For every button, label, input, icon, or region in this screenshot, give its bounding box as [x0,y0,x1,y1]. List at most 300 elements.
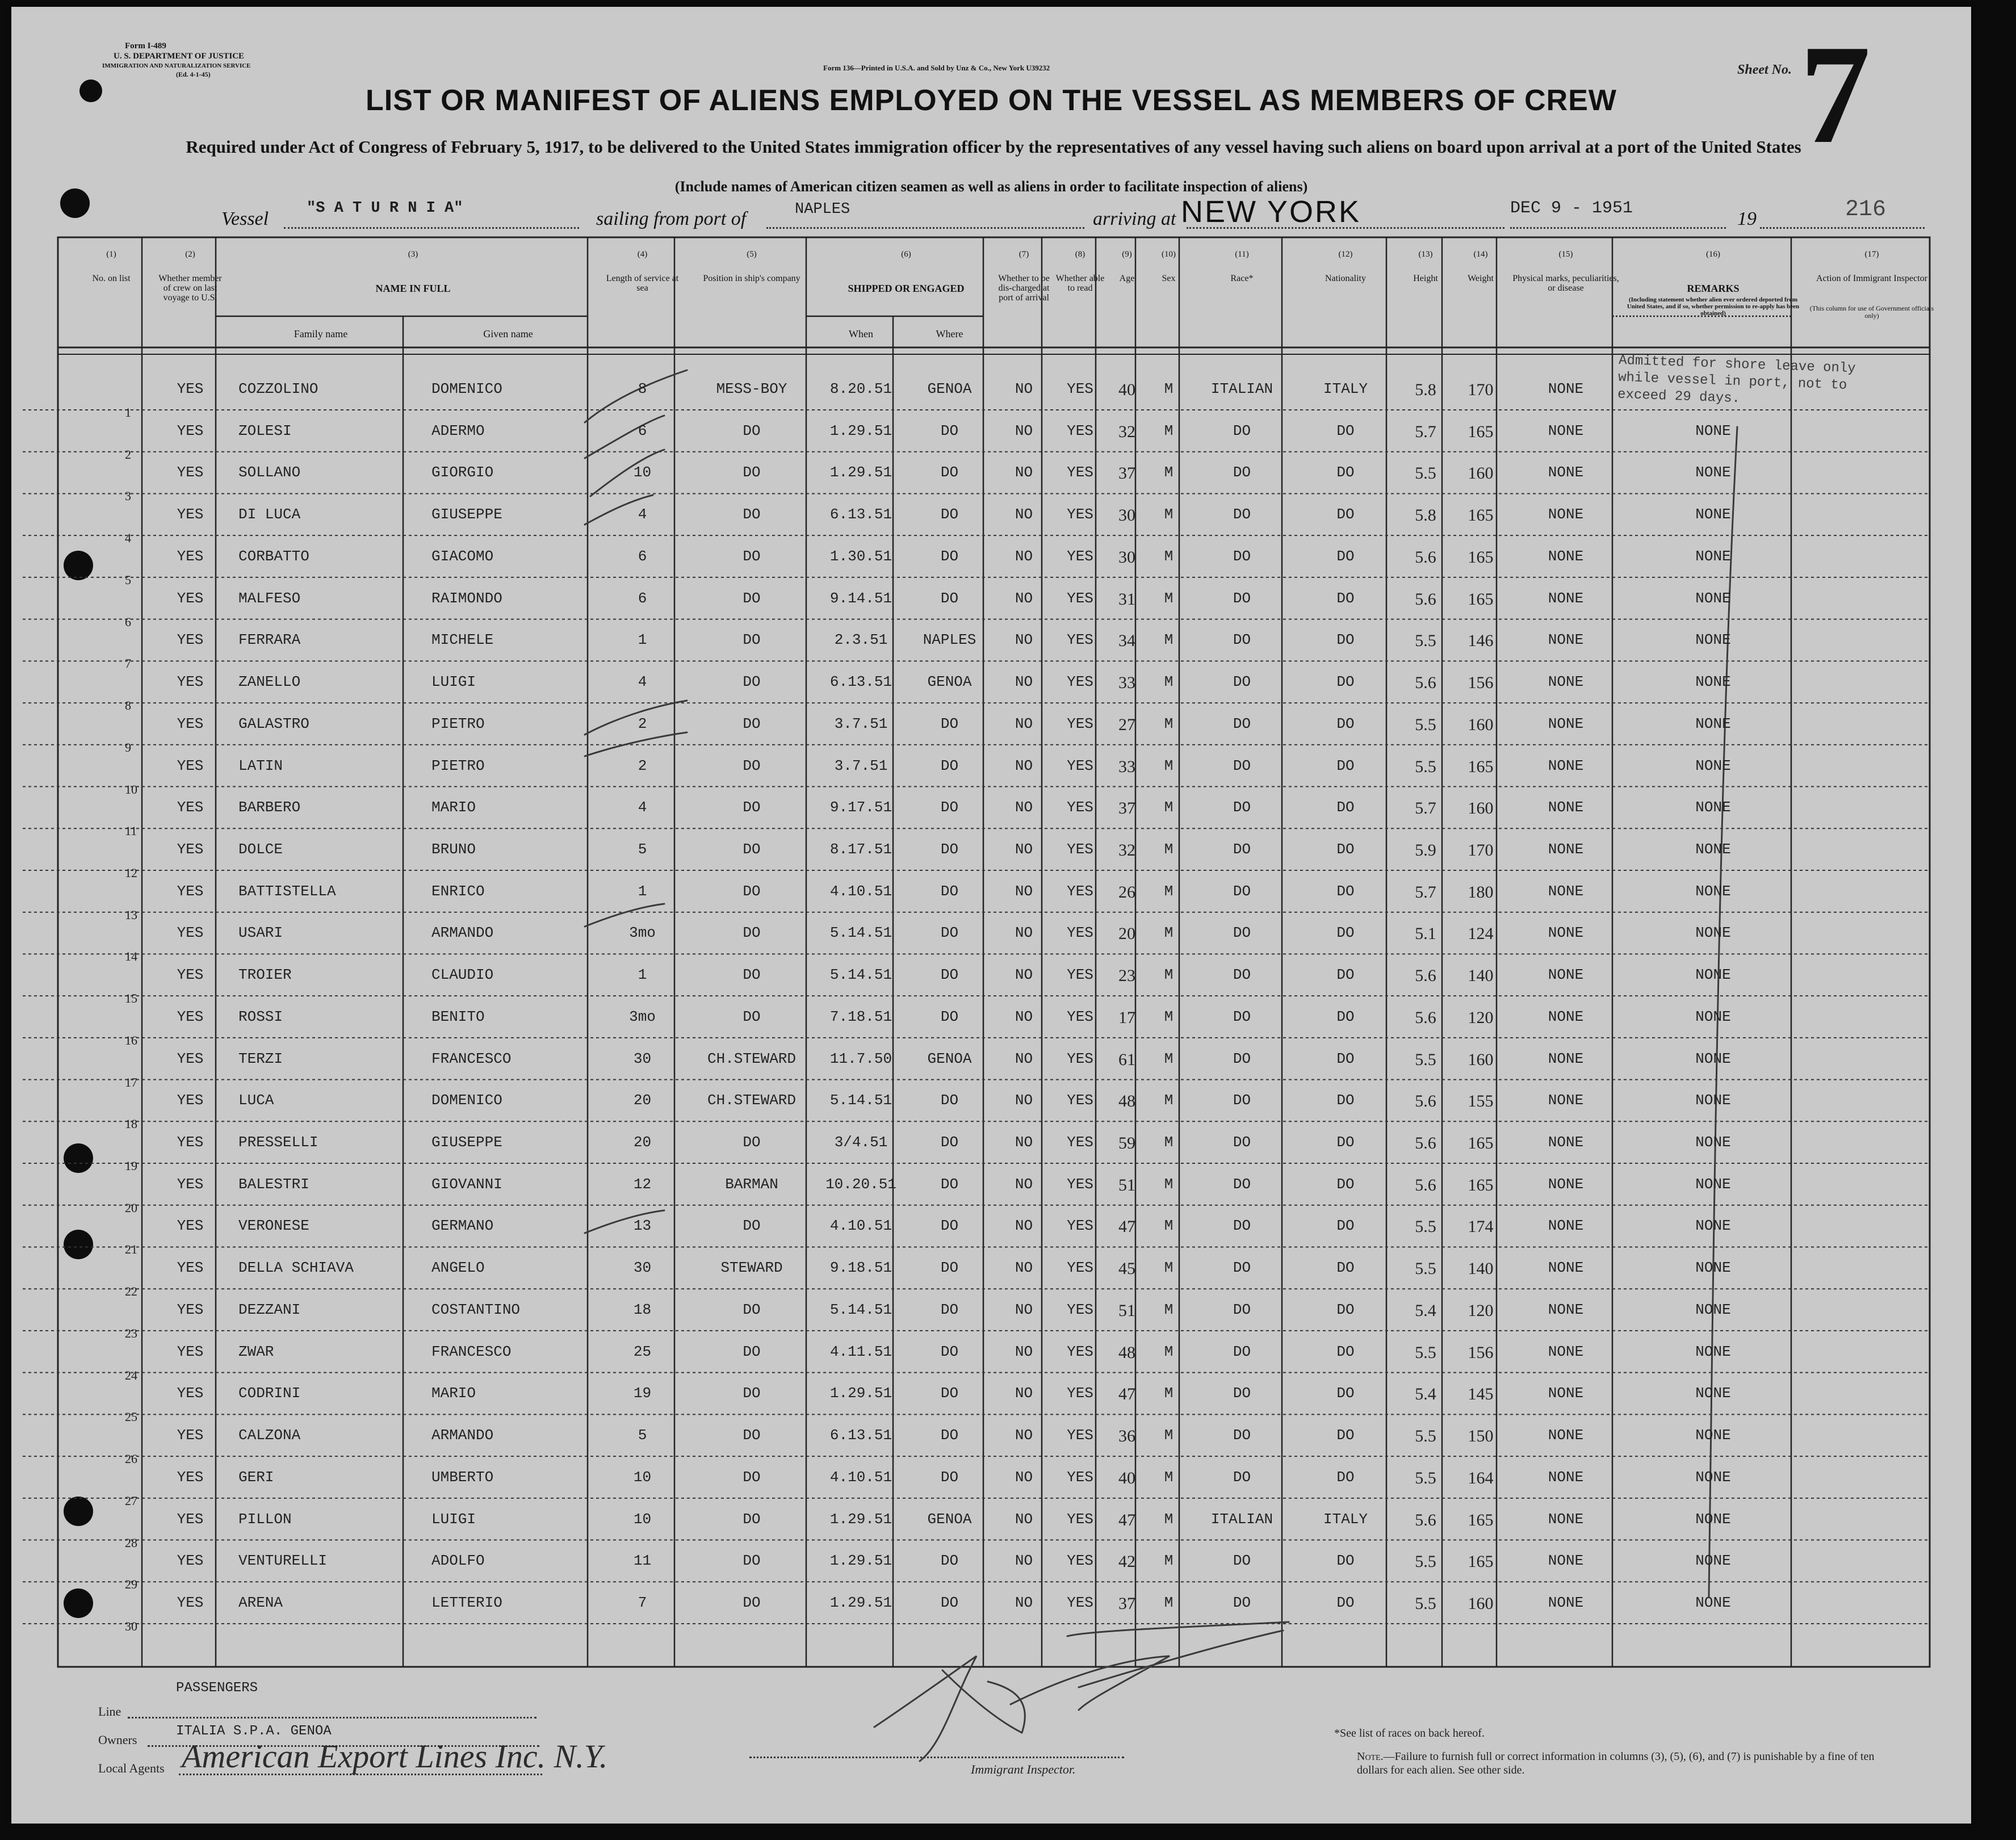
cell-service: 5 [638,840,647,858]
cell-weight: 160 [1468,1050,1494,1069]
cell-service: 1 [638,882,647,900]
include-note: (Include names of American citizen seamen as well as aliens in order to facilitate inspection of aliens) [674,178,1308,195]
column-header: Age [1119,274,1135,283]
column-number: (2) [185,250,195,259]
cell-weight: 170 [1468,840,1494,860]
cell-position: DO [743,506,761,523]
cell-age: 47 [1118,1510,1135,1529]
cell-age: 59 [1118,1134,1135,1153]
cell-given: GIUSEPPE [431,506,502,523]
cell-nationality: DO [1336,589,1355,607]
cell-discharged: NO [1015,547,1033,565]
note-label: Note. [1357,1750,1384,1763]
cell-read: YES [1067,799,1093,816]
given-name-header: Given name [483,328,533,340]
cell-where: GENOA [927,673,972,691]
cell-given: ARMANDO [431,1427,494,1444]
cell-marks: NONE [1548,589,1584,607]
cell-marks: NONE [1548,757,1584,774]
cell-read: YES [1067,1134,1093,1151]
cell-age: 36 [1118,1427,1135,1446]
cell-race: DO [1233,882,1251,900]
cell-service: 12 [633,1175,652,1193]
cell-weight: 120 [1468,1008,1494,1027]
cell-family: ZOLESI [238,422,292,439]
cell-given: GIACOMO [431,547,494,565]
cell-family: ROSSI [238,1008,283,1025]
row-number: 12 [125,865,137,880]
cell-weight: 165 [1468,547,1494,567]
remarks-note: (Including statement whether alien ever ordered deported from United States, and if so, whether permission to re-apply has been obtained) [1627,296,1800,317]
cell-remarks: NONE [1695,1259,1731,1277]
cell-discharged: NO [1015,589,1033,607]
cell-age: 51 [1118,1175,1135,1194]
row-number: 8 [125,698,131,713]
row-number: 25 [125,1410,137,1424]
cell-when: 1.29.51 [829,464,892,481]
cell-weight: 160 [1468,715,1494,734]
cell-where: DO [940,924,959,942]
cell-marks: NONE [1548,1301,1584,1318]
cell-service: 25 [633,1343,652,1360]
cell-age: 27 [1118,715,1135,734]
cell-age: 37 [1118,464,1135,483]
row-number: 16 [125,1033,137,1047]
cell-service: 2 [638,757,647,774]
cell-weight: 145 [1468,1385,1494,1404]
arriving-label: arriving at [1093,208,1176,229]
cell-race: DO [1233,1050,1251,1067]
cell-sex: M [1164,1385,1173,1402]
cell-where: GENOA [927,1050,972,1067]
row-number: 30 [125,1619,137,1633]
cell-remarks: NONE [1695,1175,1731,1193]
cell-height: 5.7 [1415,422,1436,441]
cell-age: 48 [1118,1092,1135,1111]
requirement-text: Required under Act of Congress of February 5, 1917, to be delivered to the United States immigration officer by the representatives of any vessel having such aliens on board upon arrival at a port of the United States [186,137,1801,157]
cell-service: 1 [638,966,647,984]
cell-position: DO [743,547,761,565]
cell-remarks: NONE [1695,840,1731,858]
cell-where: DO [940,840,959,858]
cell-read: YES [1067,422,1093,439]
cell-sex: M [1164,1301,1173,1318]
cell-read: YES [1067,1427,1093,1444]
cell-position: DO [743,1594,761,1611]
cell-nationality: DO [1336,422,1355,439]
row-number: 6 [125,614,131,629]
cell-member: YES [177,1175,204,1193]
cell-when: 8.17.51 [829,840,892,858]
cell-race: DO [1233,1217,1251,1235]
cell-height: 5.5 [1415,1217,1436,1237]
cell-member: YES [177,589,204,607]
cell-read: YES [1067,1468,1093,1486]
port-from: NAPLES [795,201,850,218]
cell-remarks: NONE [1695,757,1731,774]
cell-sex: M [1164,1050,1173,1067]
cell-where: DO [940,1301,959,1318]
cell-when: 4.10.51 [829,882,892,900]
row-number: 1 [125,405,131,420]
cell-where: NAPLES [923,631,976,649]
cell-height: 5.7 [1415,799,1436,818]
cell-family: MALFESO [238,589,301,607]
cell-when: 5.14.51 [829,1092,892,1109]
cell-position: DO [743,1510,761,1528]
row-number: 24 [125,1368,137,1382]
cell-family: BATTISTELLA [238,882,336,900]
cell-age: 42 [1118,1552,1135,1571]
cell-nationality: DO [1336,631,1355,649]
stamp-number: 216 [1845,197,1887,223]
cell-discharged: NO [1015,924,1033,942]
column-number: (10) [1162,250,1176,259]
cell-service: 2 [638,715,647,732]
cell-when: 11.7.50 [829,1050,892,1067]
cell-height: 5.5 [1415,464,1436,483]
cell-height: 5.5 [1415,1594,1436,1613]
cell-remarks: NONE [1695,1510,1731,1528]
cell-age: 30 [1118,506,1135,525]
cell-remarks: NONE [1695,1594,1731,1611]
cell-discharged: NO [1015,631,1033,649]
cell-given: BRUNO [431,840,476,858]
cell-height: 5.6 [1415,1134,1436,1153]
cell-height: 5.8 [1415,506,1436,525]
cell-member: YES [177,547,204,565]
cell-marks: NONE [1548,1008,1584,1025]
cell-sex: M [1164,1594,1173,1611]
cell-member: YES [177,1385,204,1402]
cell-service: 5 [638,1427,647,1444]
form-number: Form I-489 [125,41,166,51]
cell-given: LUIGI [431,673,476,691]
cell-family: PRESSELLI [238,1134,318,1151]
cell-height: 5.5 [1415,1468,1436,1487]
cell-member: YES [177,1468,204,1486]
manifest-sheet [11,7,1971,1824]
year-label: 19 [1737,208,1757,229]
cell-marks: NONE [1548,1510,1584,1528]
when-header: When [849,328,873,340]
cell-given: CLAUDIO [431,966,494,984]
cell-marks: NONE [1548,882,1584,900]
cell-when: 1.29.51 [829,1552,892,1570]
cell-position: DO [743,1134,761,1151]
cell-age: 32 [1118,840,1135,860]
cell-sex: M [1164,715,1173,732]
cell-position: DO [743,1343,761,1360]
cell-read: YES [1067,464,1093,481]
cell-family: SOLLANO [238,464,301,481]
cell-member: YES [177,1427,204,1444]
cell-marks: NONE [1548,966,1584,984]
row-number: 15 [125,991,137,1006]
cell-family: TROIER [238,966,292,984]
cell-weight: 165 [1468,422,1494,441]
cell-service: 1 [638,631,647,649]
cell-weight: 164 [1468,1468,1494,1487]
cell-member: YES [177,757,204,774]
row-number: 20 [125,1200,137,1215]
cell-nationality: DO [1336,1343,1355,1360]
column-header: Whether member of crew on last voyage to U.S. [158,274,222,303]
cell-discharged: NO [1015,464,1033,481]
cell-remarks: NONE [1695,882,1731,900]
cell-where: DO [940,1217,959,1235]
cell-sex: M [1164,547,1173,565]
cell-race: DO [1233,1468,1251,1486]
cell-race: DO [1233,715,1251,732]
where-header: Where [936,328,963,340]
cell-service: 20 [633,1134,652,1151]
cell-where: DO [940,1008,959,1025]
cell-given: FRANCESCO [431,1050,512,1067]
cell-race: DO [1233,631,1251,649]
cell-member: YES [177,966,204,984]
cell-given: DOMENICO [431,1092,502,1109]
cell-given: ADOLFO [431,1552,485,1570]
cell-nationality: DO [1336,1259,1355,1277]
cell-when: 6.13.51 [829,673,892,691]
cell-race: DO [1233,673,1251,691]
cell-height: 5.6 [1415,589,1436,609]
cell-position: DO [743,1468,761,1486]
cell-weight: 170 [1468,380,1494,399]
row-number: 11 [125,824,137,839]
cell-sex: M [1164,1510,1173,1528]
cell-discharged: NO [1015,1092,1033,1109]
cell-remarks: NONE [1695,1385,1731,1402]
cell-family: TERZI [238,1050,283,1067]
cell-service: 6 [638,547,647,565]
cell-discharged: NO [1015,506,1033,523]
cell-nationality: ITALY [1323,380,1368,397]
cell-given: LETTERIO [431,1594,502,1611]
shore-leave-stamp: Admitted for shore leave only while vessel in port, not to exceed 29 days. [1617,353,1856,407]
cell-member: YES [177,840,204,858]
cell-marks: NONE [1548,547,1584,565]
vessel-label: Vessel [221,208,269,229]
cell-family: GERI [238,1468,274,1486]
row-number: 9 [125,740,131,755]
cell-given: RAIMONDO [431,589,502,607]
cell-given: PIETRO [431,757,485,774]
cell-marks: NONE [1548,506,1584,523]
cell-when: 1.30.51 [829,547,892,565]
cell-remarks: NONE [1695,506,1731,523]
cell-service: 4 [638,799,647,816]
cell-family: FERRARA [238,631,301,649]
cell-age: 37 [1118,1594,1135,1613]
cell-member: YES [177,1343,204,1360]
penalty-note [1357,1750,1879,1777]
cell-member: YES [177,1008,204,1025]
cell-sex: M [1164,882,1173,900]
cell-weight: 150 [1468,1427,1494,1446]
cell-service: 10 [633,1510,652,1528]
cell-family: DEZZANI [238,1301,301,1318]
cell-nationality: DO [1336,757,1355,774]
row-number: 17 [125,1075,137,1089]
cell-age: 30 [1118,547,1135,567]
cell-member: YES [177,715,204,732]
column-number: (12) [1338,250,1353,259]
cell-sex: M [1164,1092,1173,1109]
cell-family: DELLA SCHIAVA [238,1259,354,1277]
cell-nationality: DO [1336,966,1355,984]
cell-nationality: DO [1336,1468,1355,1486]
cell-discharged: NO [1015,1510,1033,1528]
cell-position: DO [743,1385,761,1402]
cell-nationality: DO [1336,1008,1355,1025]
cell-member: YES [177,1594,204,1611]
cell-sex: M [1164,966,1173,984]
cell-sex: M [1164,840,1173,858]
cell-when: 9.18.51 [829,1259,892,1277]
cell-position: DO [743,1301,761,1318]
cell-race: DO [1233,1092,1251,1109]
cell-family: ARENA [238,1594,283,1611]
cell-service: 4 [638,673,647,691]
cell-where: DO [940,966,959,984]
cell-where: DO [940,1594,959,1611]
cell-discharged: NO [1015,1008,1033,1025]
cell-height: 5.1 [1415,924,1436,944]
cell-service: 7 [638,1594,647,1611]
cell-marks: NONE [1548,1217,1584,1235]
cell-marks: NONE [1548,1259,1584,1277]
cell-discharged: NO [1015,840,1033,858]
column-header: REMARKS [1687,283,1740,294]
cell-marks: NONE [1548,631,1584,649]
cell-given: ANGELO [431,1259,485,1277]
cell-member: YES [177,1217,204,1235]
cell-family: DI LUCA [238,506,301,523]
cell-given: LUIGI [431,1510,476,1528]
cell-given: MARIO [431,1385,476,1402]
cell-sex: M [1164,422,1173,439]
cell-age: 47 [1118,1385,1135,1404]
edition: (Ed. 4-1-45) [176,70,211,78]
cell-race: ITALIAN [1210,1510,1273,1528]
cell-nationality: DO [1336,924,1355,942]
cell-weight: 165 [1468,1175,1494,1194]
cell-weight: 165 [1468,589,1494,609]
cell-given: GIOVANNI [431,1175,502,1193]
column-number: (6) [901,250,911,259]
column-header: Race* [1230,274,1254,283]
cell-given: GIUSEPPE [431,1134,502,1151]
cell-height: 5.5 [1415,1427,1436,1446]
cell-read: YES [1067,673,1093,691]
cell-sex: M [1164,1468,1173,1486]
cell-service: 30 [633,1050,652,1067]
cell-weight: 165 [1468,1134,1494,1153]
cell-remarks: NONE [1695,1343,1731,1360]
cell-when: 9.14.51 [829,589,892,607]
cell-member: YES [177,422,204,439]
cell-marks: NONE [1548,1092,1584,1109]
cell-service: 3mo [629,1008,656,1025]
cell-marks: NONE [1548,1134,1584,1151]
cell-service: 10 [633,464,652,481]
inspector-note: (This column for use of Government officials only) [1809,304,1934,320]
cell-where: DO [940,422,959,439]
cell-position: DO [743,715,761,732]
cell-nationality: DO [1336,1217,1355,1235]
cell-member: YES [177,1092,204,1109]
column-header: Whether able to read [1055,274,1105,293]
cell-read: YES [1067,882,1093,900]
cell-discharged: NO [1015,422,1033,439]
cell-weight: 174 [1468,1217,1494,1237]
row-number: 4 [125,531,131,546]
cell-race: DO [1233,1301,1251,1318]
cell-weight: 140 [1468,966,1494,986]
line-label: Line [98,1704,121,1719]
cell-height: 5.6 [1415,1008,1436,1027]
cell-height: 5.6 [1415,1175,1436,1194]
row-number: 21 [125,1242,137,1257]
cell-position: DO [743,840,761,858]
column-number: (11) [1235,250,1249,259]
cell-remarks: NONE [1695,464,1731,481]
family-name-header: Family name [294,328,348,340]
cell-age: 34 [1118,631,1135,651]
cell-race: DO [1233,589,1251,607]
cell-given: GIORGIO [431,464,494,481]
cell-member: YES [177,1552,204,1570]
cell-discharged: NO [1015,1343,1033,1360]
cell-nationality: DO [1336,1175,1355,1193]
cell-age: 61 [1118,1050,1135,1069]
column-number: (3) [408,250,418,259]
note-text: —Failure to furnish full or correct information in columns (3), (5), (6), and (7) is punishable by a fine of ten dollars for each alien. See other side. [1357,1750,1875,1776]
cell-sex: M [1164,380,1173,397]
cell-race: DO [1233,506,1251,523]
cell-height: 5.9 [1415,840,1436,860]
department: U. S. DEPARTMENT OF JUSTICE [114,52,245,61]
cell-marks: NONE [1548,1343,1584,1360]
cell-given: ARMANDO [431,924,494,942]
row-number: 3 [125,489,131,504]
cell-nationality: DO [1336,799,1355,816]
cell-nationality: DO [1336,1594,1355,1611]
cell-nationality: DO [1336,1427,1355,1444]
cell-where: DO [940,1427,959,1444]
cell-marks: NONE [1548,673,1584,691]
cell-sex: M [1164,506,1173,523]
cell-when: 4.10.51 [829,1468,892,1486]
row-number: 27 [125,1493,137,1508]
cell-sex: M [1164,799,1173,816]
cell-nationality: DO [1336,1134,1355,1151]
cell-discharged: NO [1015,757,1033,774]
cell-age: 23 [1118,966,1135,986]
cell-race: DO [1233,422,1251,439]
cell-height: 5.6 [1415,673,1436,693]
cell-position: DO [743,422,761,439]
passengers-label: PASSENGERS [176,1680,258,1696]
column-header: Height [1413,274,1438,283]
cell-height: 5.7 [1415,882,1436,902]
cell-discharged: NO [1015,1259,1033,1277]
cell-remarks: NONE [1695,1217,1731,1235]
cell-given: UMBERTO [431,1468,494,1486]
cell-age: 40 [1118,1468,1135,1487]
